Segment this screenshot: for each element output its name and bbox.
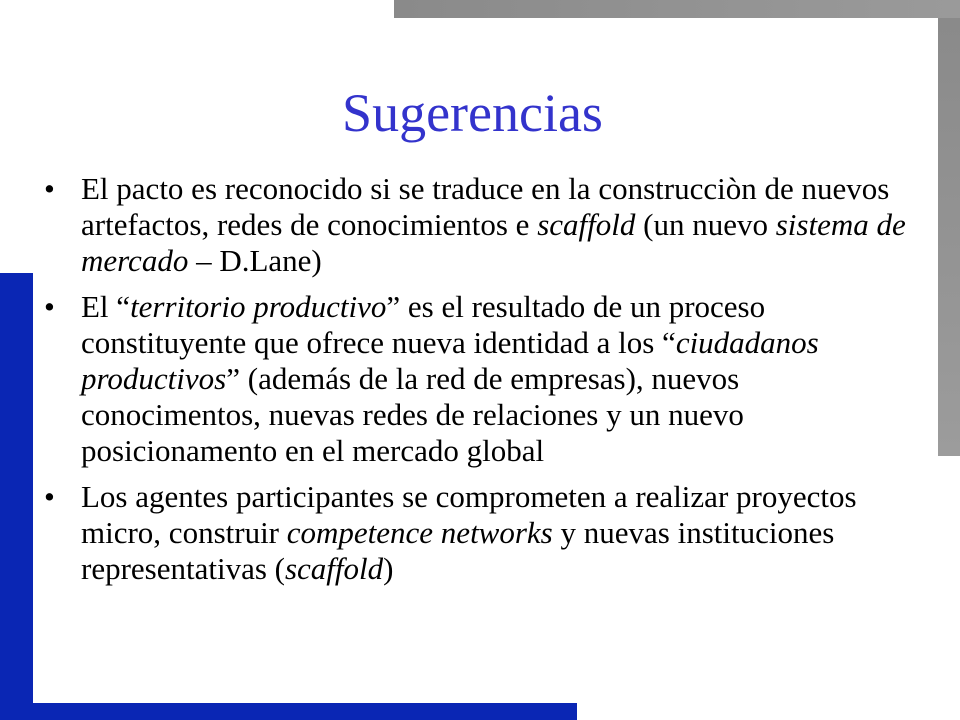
bullet-list	[44, 171, 924, 597]
bullet-item	[44, 171, 924, 279]
bullet-text	[81, 289, 819, 468]
italic-text: territorio productivo	[130, 289, 387, 324]
text-segment: ” (además de la red de empresas), nuevos conocimentos, nuevas redes de relaciones y un nuevo posicionamento en el mercado global	[81, 361, 744, 468]
text-segment: y nuevas instituciones representativas (	[81, 515, 835, 586]
bullet-dot: •	[44, 479, 55, 514]
text-segment: – D.Lane)	[188, 243, 322, 278]
text-segment: El pacto es reconocido si se traduce en la construcciòn de nuevos artefactos, redes de conocimientos e	[81, 171, 890, 242]
bullet-text	[81, 479, 857, 586]
italic-text: scaffold	[284, 551, 384, 586]
bullet-item	[44, 479, 924, 587]
slide-title: Sugerencias	[342, 83, 603, 143]
text-segment: ” es el resultado de un proceso constituyente que ofrece nueva identidad a los “	[81, 289, 766, 360]
bullet-dot: •	[44, 289, 55, 324]
italic-text: sistema de mercado	[81, 207, 906, 278]
text-segment: )	[383, 551, 394, 586]
bullet-dot: •	[44, 171, 55, 206]
text-segment: El “	[81, 289, 131, 324]
decorative-left-blue-bar	[0, 273, 33, 720]
bullet-text	[81, 171, 906, 278]
text-segment: Los agentes participantes se comprometen a realizar proyectos micro, construir	[81, 479, 857, 550]
bullet-item	[44, 289, 924, 469]
italic-text: scaffold	[537, 207, 636, 242]
decorative-bottom-blue-bar	[0, 703, 577, 720]
text-segment: (un nuevo	[635, 207, 776, 242]
italic-text: competence networks	[286, 515, 553, 550]
decorative-top-gray-bar	[394, 0, 960, 18]
italic-text: ciudadanos productivos	[81, 325, 819, 396]
